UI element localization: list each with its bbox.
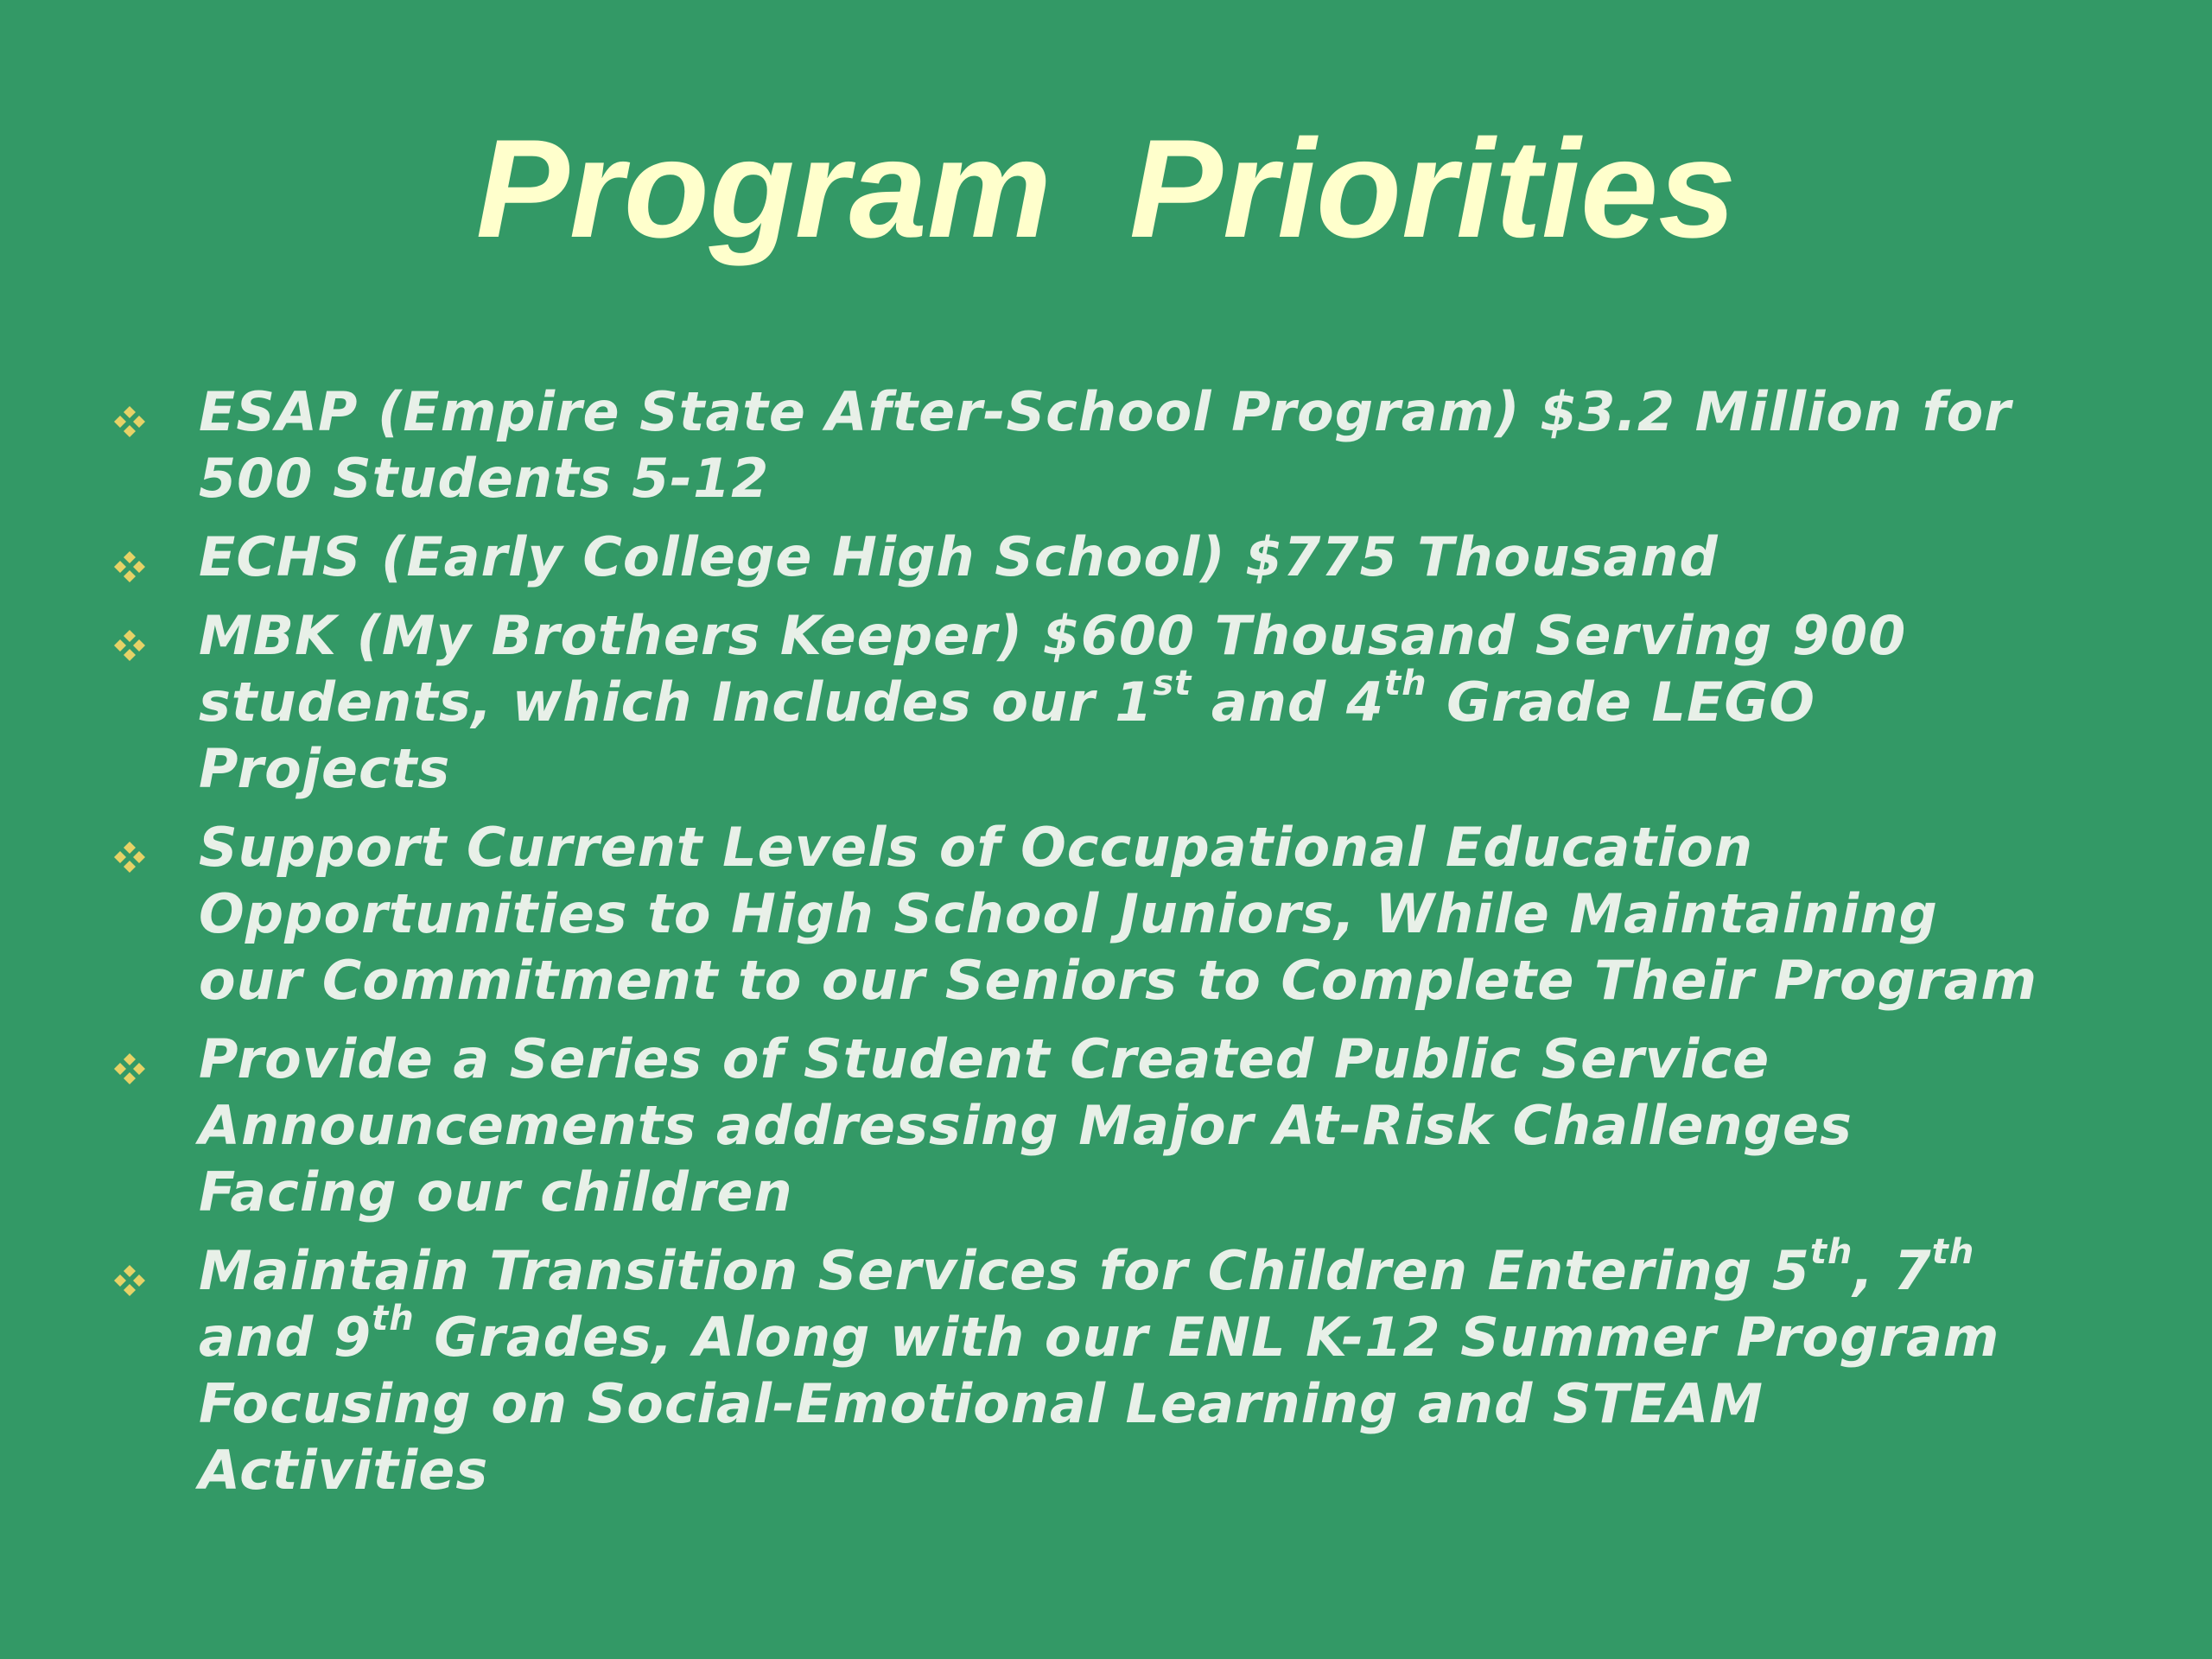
bullet-text <box>199 378 2126 512</box>
bullet-text-segment: Maintain Transition Services for Children Entering 5 <box>199 1239 1810 1302</box>
bullet-text <box>199 602 2126 802</box>
four-diamond-bullet-icon <box>112 1052 147 1086</box>
bullet-text <box>199 1232 2126 1503</box>
bullet-text-segment: Provide a Series of Student Created Public Service Announcements addressing Major At-Risk Challenges Facing our children <box>199 1027 1853 1224</box>
bullet-item <box>112 378 2126 512</box>
bullet-text <box>199 1026 2126 1225</box>
bullet-text-segment: Grade LEGO Projects <box>199 671 1815 800</box>
bullet-item <box>112 814 2126 1014</box>
bullet-text-segment: ESAP (Empire State After-School Program) $3.2 Million for 500 Students 5-12 <box>199 380 2012 510</box>
four-diamond-bullet-icon <box>112 628 147 663</box>
superscript-suffix: th <box>372 1299 415 1338</box>
superscript-suffix: th <box>1383 664 1427 703</box>
four-diamond-bullet-icon <box>112 404 147 439</box>
bullet-item <box>112 524 2126 590</box>
bullet-text <box>199 814 2126 1014</box>
bullet-list <box>112 378 2126 1516</box>
four-diamond-bullet-icon <box>112 550 147 584</box>
four-diamond-bullet-icon <box>112 840 147 874</box>
bullet-text-segment: Grades, Along with our ENL K-12 Summer Program Focusing on Social-Emotional Learning and STEAM Activities <box>199 1306 2000 1502</box>
superscript-suffix: st <box>1153 664 1192 703</box>
superscript-suffix: th <box>1809 1232 1853 1272</box>
bullet-item <box>112 1026 2126 1225</box>
bullet-item <box>112 1232 2126 1503</box>
bullet-text-segment: and 9 <box>199 1306 372 1369</box>
bullet-text-segment: ECHS (Early College High School) $775 Thousand <box>199 525 1719 588</box>
slide-title: Program Priorities <box>475 111 1737 267</box>
bullet-text-segment: and 4 <box>1192 671 1384 734</box>
bullet-text-segment: , 7 <box>1853 1239 1932 1302</box>
bullet-item <box>112 602 2126 802</box>
four-diamond-bullet-icon <box>112 1263 147 1298</box>
superscript-suffix: th <box>1931 1232 1975 1272</box>
bullet-text-segment: MBK (My Brothers Keeper) $600 Thousand Serving 900 students, which Includes our 1 <box>199 604 1907 734</box>
bullet-text-segment: Support Current Levels of Occupational Education Opportunities to High School Juniors, While Maintaining our Commitment to our Seniors to Complete Their Program <box>199 816 2038 1012</box>
bullet-text <box>199 524 2126 590</box>
